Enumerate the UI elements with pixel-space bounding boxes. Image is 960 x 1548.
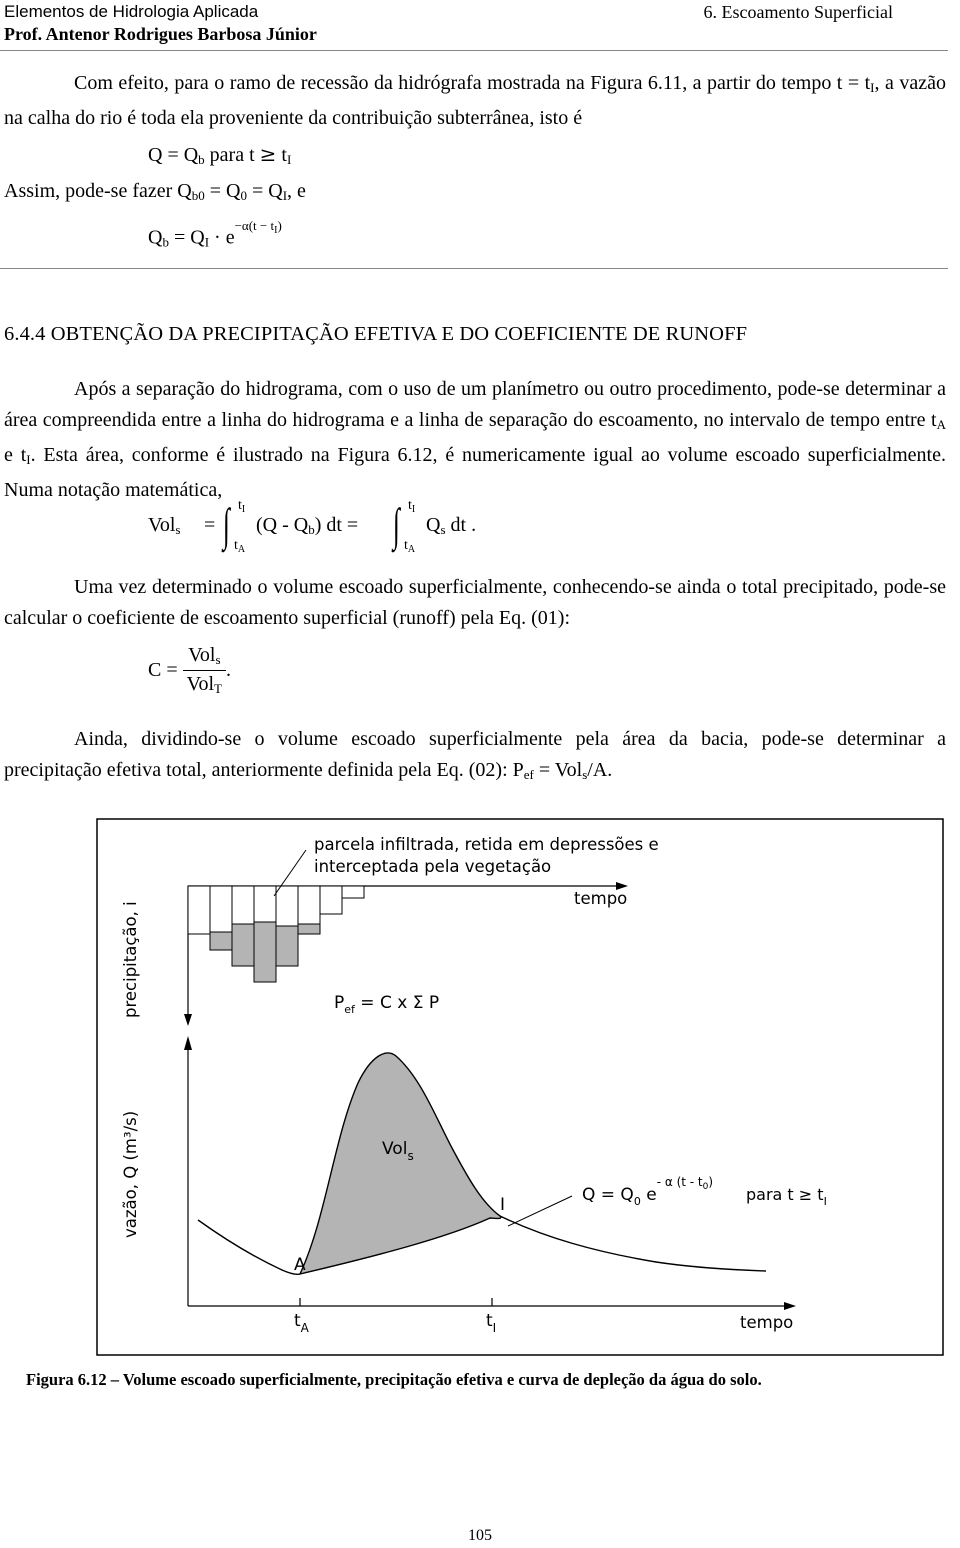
section-heading: 6.4.4 OBTENÇÃO DA PRECIPITAÇÃO EFETIVA E DO COEFICIENTE DE RUNOFF (4, 323, 748, 345)
equation-volume-integral: Vol$_s$ = ∫ $t_I$ $t_A$ $(Q - Q_b)$ dt = ∫ $t_I$ $t_A$ $Q_s$ dt . (148, 498, 477, 555)
equation-depletion: $Q_b = Q_I \cdot e^{-\alpha(t - t_I)}$ (148, 218, 282, 250)
hyetograph (188, 886, 364, 982)
hydrograph-rising-limb (198, 1220, 300, 1274)
header-rule (0, 50, 948, 51)
paragraph-assim: Assim, pode-se fazer $Q_{b0} = Q_0 = Q_I$, e (4, 180, 306, 203)
paragraph-effective-precip: Ainda, dividindo-se o volume escoado superficialmente pela área da bacia, pode-se determinar a precipitação efetiva total, anteriormente definida pela Eq. (02): $P_{ef} = Vol_s/A$. (4, 728, 946, 782)
paragraph-recession: Com efeito, para o ramo de recessão da hidrógrafa mostrada na Figura 6.11, a partir do tempo $t = t_I$, a vazão na calha do rio é toda ela proveniente da contribuição subterrânea, isto é (4, 72, 946, 129)
figure-hydrograph (96, 818, 948, 1358)
flow-axis-label: vazão, Q (m³/s) (121, 1110, 140, 1238)
hydrograph-recession (500, 1216, 766, 1271)
header-book-title: Elementos de Hidrologia Aplicada (4, 2, 259, 21)
vol-s-label: Vol$_s$ (382, 1139, 414, 1163)
recession-leader (508, 1196, 572, 1226)
precip-axis-arrow-icon (184, 1014, 192, 1026)
annotation-line1: parcela infiltrada, retida em depressões e (314, 835, 659, 854)
paragraph-runoff-coefficient: Uma vez determinado o volume escoado superficialmente, conhecendo-se ainda o total precipitado, pode-se calcular o coeficiente de escoamento superficial (runoff) pela Eq. (01): (4, 576, 946, 629)
annotation-line2: interceptada pela vegetação (314, 857, 552, 876)
tA-label: $t_A$ (294, 1311, 309, 1335)
vol-s-region (300, 1053, 501, 1274)
hyetograph-effective-bar (298, 924, 320, 934)
hyetograph-bar (320, 886, 342, 914)
hyetograph-effective-bar (254, 922, 276, 982)
precip-time-label: tempo (574, 889, 628, 908)
recession-formula: $Q = Q_0$ $e^{- \alpha (t - t}0$) (582, 1175, 714, 1208)
header-chapter: 6. Escoamento Superficial (703, 2, 893, 22)
section-rule (0, 268, 948, 269)
hyetograph-bar (188, 886, 210, 934)
hyetograph-bar (342, 886, 364, 898)
recession-condition: para $t \ge t_I$ (746, 1185, 827, 1208)
flow-axis-arrow-icon (184, 1036, 192, 1050)
pef-formula: $P_{ef} = C$ x Σ P (334, 993, 440, 1016)
hyetograph-effective-bar (210, 932, 232, 950)
point-I-label: I (500, 1195, 506, 1215)
point-A-label: A (294, 1255, 306, 1275)
tI-label: $t_I$ (486, 1311, 497, 1335)
hyetograph-effective-bar (232, 924, 254, 966)
precip-axis-label: precipitação, i (121, 901, 140, 1018)
header-author: Prof. Antenor Rodrigues Barbosa Júnior (4, 24, 317, 44)
paragraph-planimeter: Após a separação do hidrograma, com o uso de um planímetro ou outro procedimento, pode-se determinar a área compreendida entre a linha do hidrograma e a linha de separação do escoamento, no intervalo de tempo entre $t_A$ e $t_I$. Esta área, conforme é ilustrado na Figura 6.12, é numericamente igual ao volume escoado superficialmente. Numa notação matemática, (4, 378, 946, 501)
equation-baseflow: $Q = Q_b$ para $t \ge t_I$ (148, 142, 292, 167)
hyetograph-effective-bar (276, 926, 298, 966)
flow-time-arrow-icon (784, 1302, 796, 1310)
figure-caption: Figura 6.12 – Volume escoado superficialmente, precipitação efetiva e curva de depleção da água do solo. (26, 1370, 762, 1389)
flow-time-label: tempo (740, 1313, 794, 1332)
page-number: 105 (468, 1527, 492, 1544)
equation-runoff-C: C = $\frac{Vol_s}{Vol_T}$ . (148, 644, 231, 696)
